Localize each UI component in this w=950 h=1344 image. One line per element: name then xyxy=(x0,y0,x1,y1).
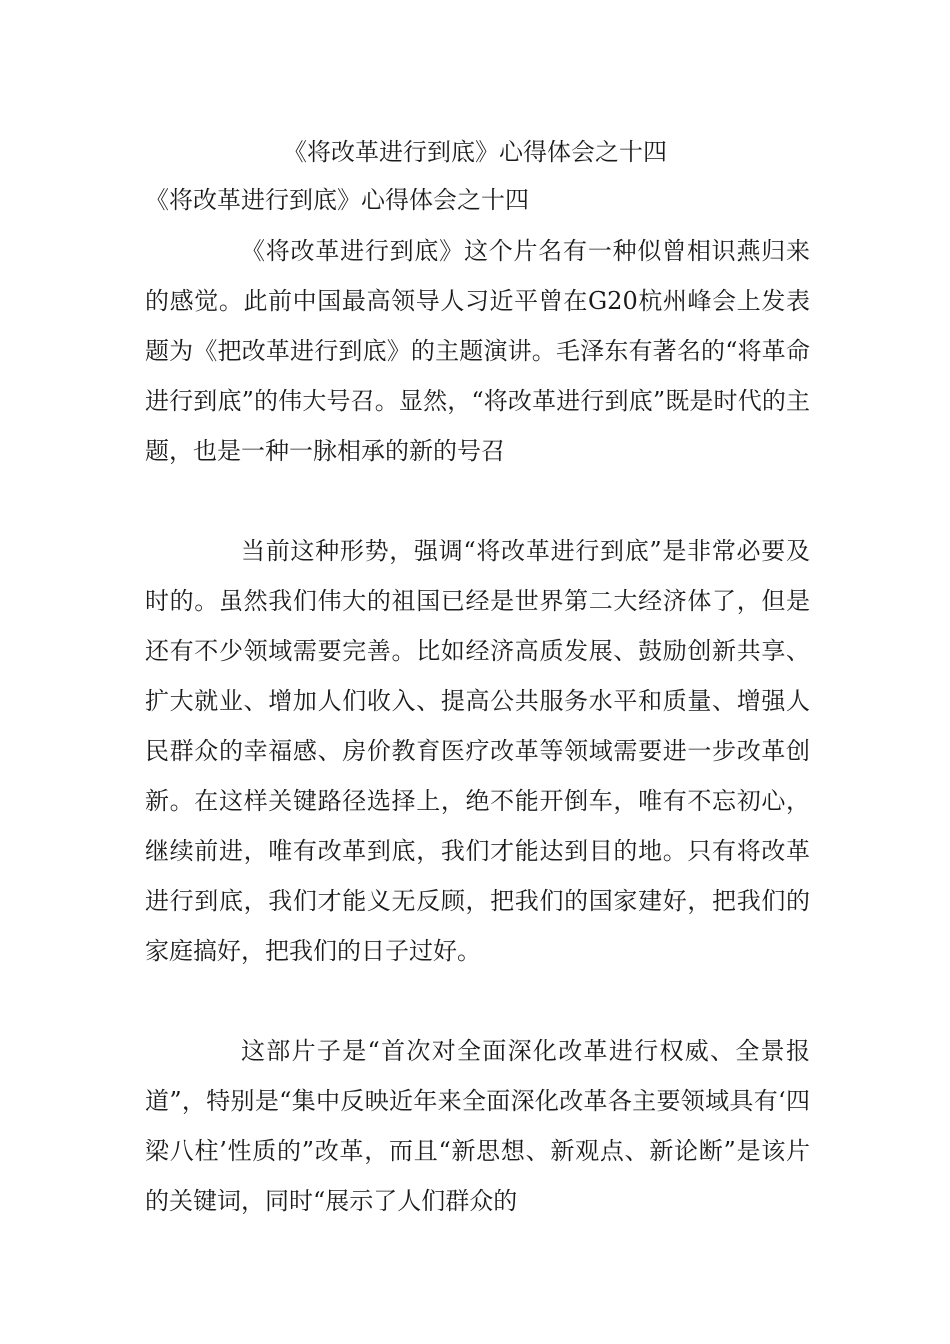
document-title: 《将改革进行到底》心得体会之十四 xyxy=(283,138,667,166)
paragraph: 《将改革进行到底》这个片名有一种似曾相识燕归来的感觉。此前中国最高领导人习近平曾在G20杭州峰会上发表题为《把改革进行到底》的主题演讲。毛泽东有著名的“将革命进行到底”的伟大号召。显然，“将改革进行到底”既是时代的主题，也是一种一脉相承的新的号召 xyxy=(145,237,810,465)
paragraph-block-2 xyxy=(145,526,810,976)
document-subtitle: 《将改革进行到底》心得体会之十四 xyxy=(145,186,529,214)
paragraph-block-1 xyxy=(145,226,810,476)
paragraph: 这部片子是“首次对全面深化改革进行权威、全景报道”，特别是“集中反映近年来全面深化改革各主要领域具有‘四梁八柱’性质的”改革，而且“新思想、新观点、新论断”是该片的关键词，同时“展示了人们群众的 xyxy=(145,1037,810,1215)
paragraph-block-3 xyxy=(145,1026,810,1226)
paragraph: 当前这种形势，强调“将改革进行到底”是非常必要及时的。虽然我们伟大的祖国已经是世界第二大经济体了，但是还有不少领域需要完善。比如经济高质发展、鼓励创新共享、扩大就业、增加人们收入、提高公共服务水平和质量、增强人民群众的幸福感、房价教育医疗改革等领域需要进一步改革创新。在这样关键路径选择上，绝不能开倒车，唯有不忘初心，继续前进，唯有改革到底，我们才能达到目的地。只有将改革进行到底，我们才能义无反顾，把我们的国家建好，把我们的家庭搞好，把我们的日子过好。 xyxy=(145,537,810,965)
